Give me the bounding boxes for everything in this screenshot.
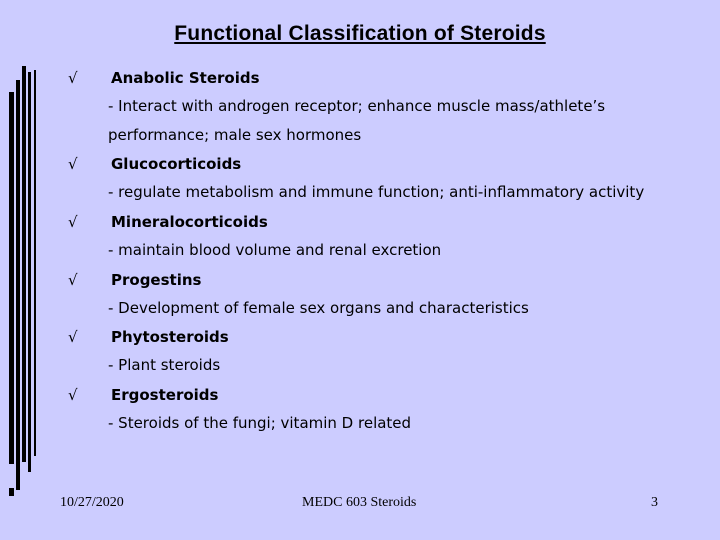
item-description: - Interact with androgen receptor; enhance muscle mass/athlete’s performance; male sex hormones — [108, 97, 606, 144]
check-icon: √ — [68, 69, 78, 87]
item-heading: Anabolic Steroids — [111, 69, 260, 87]
footer-course: MEDC 603 Steroids — [302, 495, 417, 510]
item-heading: Glucocorticoids — [111, 155, 242, 173]
item-description: - Development of female sex organs and characteristics — [108, 299, 529, 317]
check-icon: √ — [68, 213, 78, 231]
decorative-bar — [28, 72, 31, 472]
decorative-bar — [9, 488, 14, 496]
item-heading: Ergosteroids — [111, 386, 219, 404]
item-heading: Mineralocorticoids — [111, 213, 268, 231]
item-description: - Plant steroids — [108, 356, 221, 374]
item-heading: Phytosteroids — [111, 328, 229, 346]
footer-page-number: 3 — [651, 495, 658, 510]
item-description: - Steroids of the fungi; vitamin D related — [108, 414, 412, 432]
check-icon: √ — [68, 155, 78, 173]
footer-date: 10/27/2020 — [60, 495, 124, 510]
item-description: - regulate metabolism and immune function; anti-inflammatory activity — [108, 183, 645, 201]
slide-title: Functional Classification of Steroids — [174, 22, 546, 45]
decorative-bar — [16, 80, 20, 490]
decorative-bar — [34, 70, 36, 456]
decorative-bar — [9, 92, 14, 464]
check-icon: √ — [68, 328, 78, 346]
item-heading: Progestins — [111, 271, 202, 289]
check-icon: √ — [68, 386, 78, 404]
check-icon: √ — [68, 271, 78, 289]
item-description: - maintain blood volume and renal excretion — [108, 241, 442, 259]
decorative-bar — [22, 66, 26, 462]
